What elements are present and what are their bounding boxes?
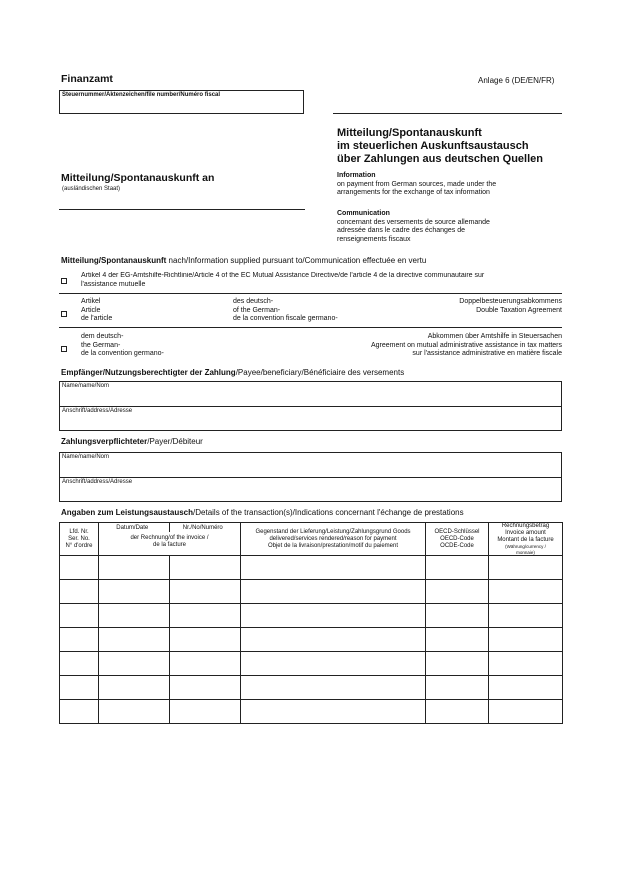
basis-option-directive-text: Artikel 4 der EG-Amtshilfe-Richtlinie/Article 4 of the EC Mutual Assistance Directive/de l'article 4 de la directive communautaire sur l'assistance mutuelle — [81, 272, 485, 288]
table-cell[interactable] — [60, 556, 99, 580]
header-split-mark — [169, 523, 170, 532]
basis-option-taa-country: dem deutsch- the German- de la convention germano- — [81, 333, 164, 357]
table-cell[interactable] — [60, 652, 99, 676]
table-cell[interactable] — [426, 652, 489, 676]
table-cell[interactable] — [489, 628, 563, 652]
basis-option-directive-checkbox[interactable] — [61, 278, 67, 284]
basis-option-dta-type: Doppelbesteuerungsabkommens Double Taxation Agreement — [459, 298, 562, 314]
taxnumber-right-line — [333, 113, 562, 114]
table-cell[interactable] — [170, 604, 241, 628]
table-cell[interactable] — [489, 604, 563, 628]
table-row — [60, 580, 563, 604]
payee-address-field[interactable] — [60, 407, 561, 430]
recipient-heading: Mitteilung/Spontanauskunft an — [61, 172, 215, 184]
payer-box — [59, 452, 562, 502]
communication-block: Communication concernant des versements de source allemande adressée dans le cadre des échanges de renseignements fiscaux — [337, 210, 490, 243]
basis-option-dta-article: Artikel Article de l'article — [81, 298, 113, 322]
basis-option-taa-checkbox[interactable] — [61, 346, 67, 352]
annex-label: Anlage 6 (DE/EN/FR) — [478, 76, 555, 85]
recipient-sub: (ausländischen Staat) — [62, 186, 121, 192]
table-cell[interactable] — [60, 604, 99, 628]
table-cell[interactable] — [170, 628, 241, 652]
payee-heading: Empfänger/Nutzungsberechtigter der Zahlung/Payee/beneficiary/Bénéficiaire des versements — [61, 368, 405, 377]
basis-option-dta-checkbox[interactable] — [61, 311, 67, 317]
table-cell[interactable] — [426, 700, 489, 724]
table-cell[interactable] — [99, 580, 170, 604]
payer-address-field[interactable] — [60, 478, 561, 501]
col-oecd: OECD-Schlüssel OECD-Code OCDE-Code — [426, 523, 489, 556]
payee-box — [59, 381, 562, 431]
table-cell[interactable] — [241, 556, 426, 580]
basis-option-dta-country: des deutsch- of the German- de la convention fiscale germano- — [233, 298, 338, 322]
divider — [59, 293, 562, 294]
table-cell[interactable] — [60, 580, 99, 604]
table-cell[interactable] — [99, 652, 170, 676]
taxnumber-field[interactable] — [59, 90, 304, 114]
col-serial: Lfd. Nr. Ser. No. N° d'ordre — [60, 523, 99, 556]
table-header-row — [60, 523, 563, 556]
table-row — [60, 556, 563, 580]
table-cell[interactable] — [426, 604, 489, 628]
col-date: Datum/Date — [116, 525, 149, 531]
table-cell[interactable] — [170, 700, 241, 724]
table-cell[interactable] — [426, 580, 489, 604]
transactions-table — [59, 522, 563, 724]
table-cell[interactable] — [170, 580, 241, 604]
table-row — [60, 700, 563, 724]
table-cell[interactable] — [99, 700, 170, 724]
table-cell[interactable] — [489, 676, 563, 700]
table-cell[interactable] — [241, 628, 426, 652]
payer-name-field[interactable] — [60, 453, 561, 478]
col-amount: Rechnungsbetrag Invoice amount Montant de la facture (Währung/currency / monnaie) — [489, 523, 563, 556]
basis-option-taa-type: Abkommen über Amtshilfe in Steuersachen Agreement on mutual administrative assistance in tax matters sur l'assistance administrative en matière fiscale — [370, 333, 562, 357]
payer-heading: Zahlungsverpflichteter/Payer/Débiteur — [61, 437, 203, 446]
transactions-heading: Angaben zum Leistungsaustausch/Details of the transaction(s)/Indications concernant l'échange de prestations — [61, 508, 464, 517]
table-cell[interactable] — [426, 628, 489, 652]
table-cell[interactable] — [241, 676, 426, 700]
col-subject: Gegenstand der Lieferung/Leistung/Zahlungsgrund Goods delivered/services rendered/reason for payment Objet de la livraison/prestation/motif du paiement — [241, 523, 426, 556]
payer-name-label: Name/name/Nom — [62, 454, 110, 460]
col-number: Nr./No/Numéro — [182, 525, 223, 531]
recipient-input-line[interactable] — [59, 209, 305, 210]
col-invoice: Datum/Date Nr./No/Numéro der Rechnung/of the invoice / de la facture — [99, 523, 241, 556]
office-label: Finanzamt — [61, 73, 113, 85]
table-cell[interactable] — [241, 700, 426, 724]
divider — [59, 327, 562, 328]
table-row — [60, 652, 563, 676]
table-cell[interactable] — [489, 556, 563, 580]
table-cell[interactable] — [170, 556, 241, 580]
payer-address-label: Anschrift/address/Adresse — [62, 479, 133, 485]
table-row — [60, 676, 563, 700]
page-title: Mitteilung/Spontanauskunft im steuerlichen Auskunftsaustausch über Zahlungen aus deutschen Quellen — [337, 127, 543, 165]
table-cell[interactable] — [99, 556, 170, 580]
table-cell[interactable] — [99, 676, 170, 700]
table-cell[interactable] — [60, 700, 99, 724]
table-cell[interactable] — [426, 556, 489, 580]
table-cell[interactable] — [99, 628, 170, 652]
table-cell[interactable] — [489, 580, 563, 604]
table-row — [60, 604, 563, 628]
payee-address-label: Anschrift/address/Adresse — [62, 408, 133, 414]
table-cell[interactable] — [489, 700, 563, 724]
table-cell[interactable] — [60, 628, 99, 652]
table-cell[interactable] — [241, 580, 426, 604]
information-block: Information on payment from German sources, made under the arrangements for the exchange of tax information — [337, 172, 497, 196]
payee-name-field[interactable] — [60, 382, 561, 407]
table-cell[interactable] — [489, 652, 563, 676]
payee-name-label: Name/name/Nom — [62, 383, 110, 389]
taxnumber-label: Steuernummer/Aktenzeichen/file number/Numéro fiscal — [62, 92, 221, 98]
table-cell[interactable] — [426, 676, 489, 700]
table-cell[interactable] — [99, 604, 170, 628]
table-cell[interactable] — [60, 676, 99, 700]
table-cell[interactable] — [241, 652, 426, 676]
table-cell[interactable] — [241, 604, 426, 628]
table-row — [60, 628, 563, 652]
table-cell[interactable] — [170, 676, 241, 700]
table-cell[interactable] — [170, 652, 241, 676]
basis-heading: Mitteilung/Spontanauskunft nach/Information supplied pursuant to/Communication effectuée en vertu — [61, 256, 427, 265]
